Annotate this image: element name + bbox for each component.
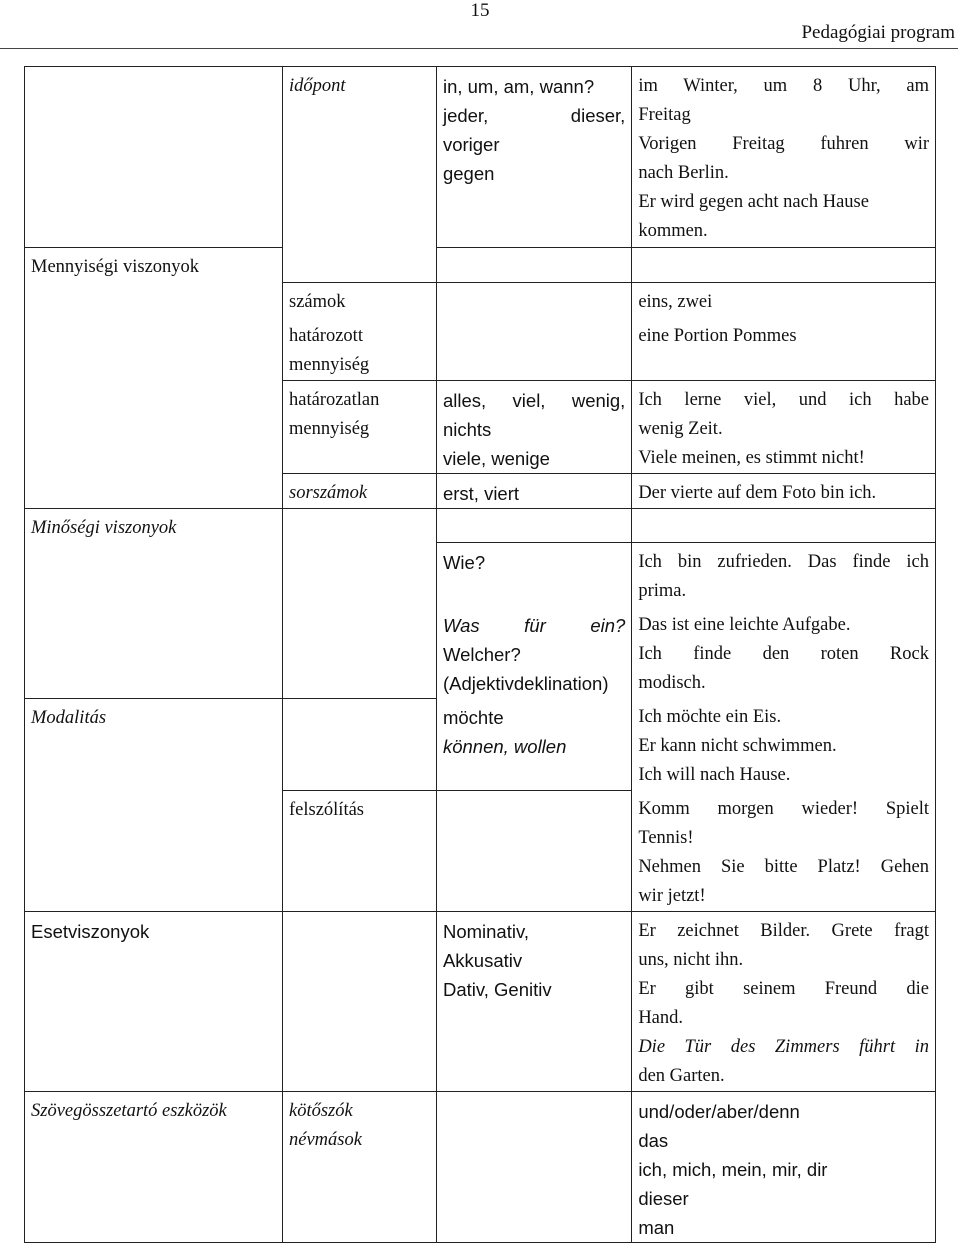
table-cell — [25, 248, 283, 283]
cell-line: Er kann nicht schwimmen. — [638, 736, 837, 756]
table-row — [25, 380, 936, 473]
example-words: Wie? — [442, 552, 486, 573]
cell-line: Viele meinen, es stimmt nicht! — [638, 447, 865, 468]
category-label: felszólítás — [289, 799, 365, 820]
example-text: eine Portion Pommes — [638, 325, 797, 346]
cell-line: gegen — [442, 163, 495, 184]
table-cell — [436, 317, 631, 381]
cell-line: wenig Zeit. — [638, 418, 723, 439]
cell-line: man — [638, 1217, 675, 1238]
table-cell — [25, 380, 283, 473]
table-row — [25, 67, 936, 248]
table-cell — [436, 606, 631, 698]
cell-line: Dativ, Genitiv — [442, 979, 552, 1000]
cell-line: Er gibt seinem Freund die — [638, 979, 929, 999]
cell-line: möchte — [442, 707, 504, 728]
cell-line: wir jetzt! — [638, 886, 706, 906]
example-words: erst, viert — [442, 482, 520, 504]
cell-line: Ich bin zufrieden. Das finde ich — [638, 552, 929, 572]
cell-line: Ich lerne viel, und ich habe — [638, 389, 929, 410]
cell-line: nichts — [442, 418, 492, 440]
cell-line: Die Tür des Zimmers führt in — [638, 1037, 929, 1057]
section-heading: Mennyiségi viszonyok — [31, 257, 200, 277]
table-cell — [632, 317, 936, 381]
example-text: Der vierte auf dem Foto bin ich. — [638, 482, 877, 503]
example-text: eins, zwei — [638, 291, 713, 312]
cell-line: nach Berlin. — [638, 163, 729, 183]
cell-line: Welcher? — [442, 644, 521, 665]
table-cell — [25, 473, 283, 508]
cell-line: den Garten. — [638, 1066, 725, 1086]
page-number: 15 — [470, 0, 490, 21]
table-cell — [632, 1092, 936, 1243]
table-row — [25, 790, 936, 912]
table-cell — [25, 790, 283, 912]
cell-line: Er zeichnet Bilder. Grete fragt — [638, 921, 929, 941]
section-heading: Esetviszonyok — [31, 921, 150, 942]
table-cell — [436, 248, 631, 283]
table-row — [25, 912, 936, 1092]
category-label: számok — [289, 291, 346, 312]
cell-line: voriger — [442, 134, 500, 155]
table-row — [25, 698, 936, 790]
cell-line: Nehmen Sie bitte Platz! Gehen — [638, 857, 929, 877]
table-cell — [632, 248, 936, 283]
cell-line: dieser — [638, 1188, 689, 1209]
cell-line: mennyiség — [289, 354, 370, 375]
table-row — [25, 248, 936, 283]
table-cell — [283, 698, 437, 790]
cell-line: kommen. — [638, 221, 708, 241]
table-cell — [25, 912, 283, 1092]
table-cell — [436, 508, 631, 543]
table-row — [25, 1092, 936, 1243]
table-row — [25, 543, 936, 607]
cell-line: Hand. — [638, 1008, 684, 1028]
table-cell — [283, 543, 437, 607]
cell-line: Freitag — [638, 105, 691, 125]
cell-line: Akkusativ — [442, 950, 523, 971]
table-cell — [632, 67, 936, 248]
table-cell — [283, 1092, 437, 1243]
cell-line: modisch. — [638, 673, 706, 693]
table-cell — [283, 67, 437, 248]
cell-line: können, wollen — [442, 736, 567, 757]
cell-line: das — [638, 1130, 669, 1151]
table-cell — [283, 508, 437, 543]
table-cell — [283, 912, 437, 1092]
table-cell — [25, 1092, 283, 1243]
table-cell — [436, 790, 631, 912]
table-cell — [436, 282, 631, 317]
cell-line: prima. — [638, 581, 687, 601]
table-cell — [283, 248, 437, 283]
table-cell — [632, 380, 936, 473]
table-cell — [632, 473, 936, 508]
table-cell — [283, 380, 437, 473]
cell-line: jeder, dieser, — [442, 105, 626, 126]
cell-line: Das ist eine leichte Aufgabe. — [638, 615, 851, 635]
table-cell — [632, 698, 936, 790]
cell-line: Vorigen Freitag fuhren wir — [638, 134, 929, 154]
cell-line: alles, viel, wenig, — [442, 389, 626, 411]
cell-line: im Winter, um 8 Uhr, am — [638, 76, 929, 96]
section-heading: Minőségi viszonyok — [31, 517, 177, 538]
cell-line: névmások — [289, 1130, 362, 1150]
table-cell — [283, 606, 437, 698]
cell-line: kötőszók — [289, 1101, 353, 1121]
table-cell — [436, 67, 631, 248]
table-row — [25, 473, 936, 508]
program-title: Pedagógiai program — [801, 22, 955, 43]
cell-line: Komm morgen wieder! Spielt — [638, 799, 929, 819]
table-cell — [632, 912, 936, 1092]
table-row — [25, 317, 936, 381]
table-cell — [632, 790, 936, 912]
table-cell — [283, 473, 437, 508]
category-label: időpont — [289, 76, 346, 96]
cell-line: viele, wenige — [442, 447, 550, 469]
cell-line: határozatlan — [289, 389, 380, 410]
table-cell — [436, 1092, 631, 1243]
table-cell — [632, 282, 936, 317]
table-cell — [436, 912, 631, 1092]
table-cell — [283, 282, 437, 317]
table-cell — [25, 508, 283, 543]
table-cell — [632, 606, 936, 698]
table-cell — [436, 698, 631, 790]
table-cell — [25, 543, 283, 607]
table-cell — [436, 473, 631, 508]
cell-line: ich, mich, mein, mir, dir — [638, 1159, 828, 1180]
cell-line: uns, nicht ihn. — [638, 950, 744, 970]
table-cell — [283, 790, 437, 912]
table-cell — [25, 317, 283, 381]
cell-line: Tennis! — [638, 828, 694, 848]
table-cell — [25, 282, 283, 317]
table-cell — [436, 543, 631, 607]
table-cell — [283, 317, 437, 381]
cell-line: Nominativ, — [442, 921, 529, 942]
cell-line: Er wird gegen acht nach Hause — [638, 192, 869, 212]
cell-line: und/oder/aber/denn — [638, 1101, 800, 1122]
table-row — [25, 606, 936, 698]
cell-line: Was für ein? — [442, 615, 626, 636]
header-rule — [0, 48, 958, 49]
table-cell — [25, 606, 283, 698]
cell-line: in, um, am, wann? — [442, 76, 595, 97]
cell-line: határozott — [289, 325, 363, 346]
table-cell — [25, 67, 283, 248]
table-cell — [632, 543, 936, 607]
table-cell — [436, 380, 631, 473]
category-label: sorszámok — [289, 482, 368, 503]
section-heading: Szövegösszetartó eszközök — [31, 1101, 227, 1121]
table-cell — [632, 508, 936, 543]
grammar-table — [24, 66, 936, 1243]
cell-line: Ich will nach Hause. — [638, 765, 791, 785]
cell-line: Ich möchte ein Eis. — [638, 707, 782, 727]
table-row — [25, 282, 936, 317]
table-row — [25, 508, 936, 543]
cell-line: mennyiség — [289, 418, 370, 439]
cell-line: Ich finde den roten Rock — [638, 644, 929, 664]
section-heading: Modalitás — [31, 707, 107, 728]
table-cell — [25, 698, 283, 790]
cell-line: (Adjektivdeklination) — [442, 673, 609, 694]
